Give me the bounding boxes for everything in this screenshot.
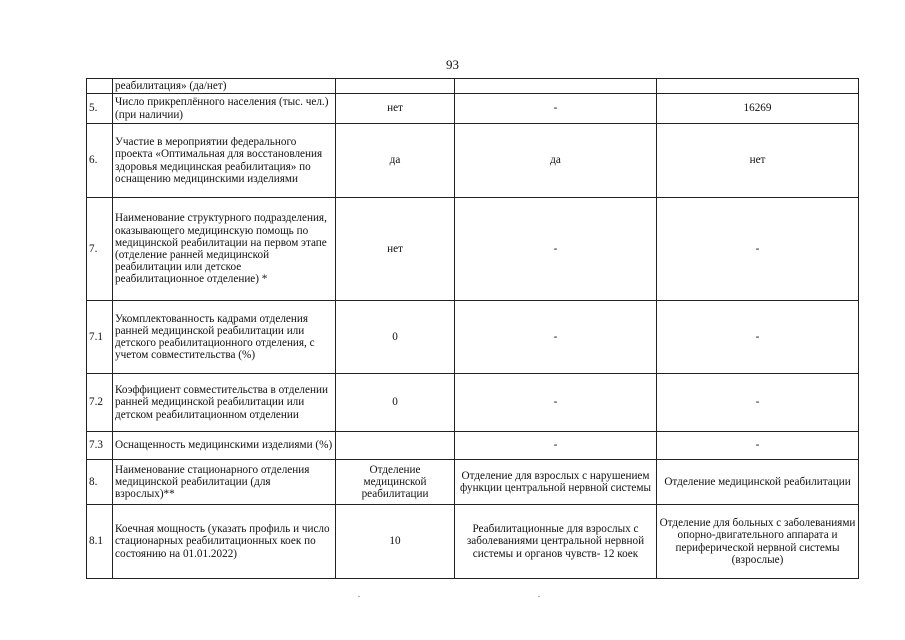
row-value-2: [455, 79, 657, 94]
row-value-2: Отделение для взрослых с нарушением функции центральной нервной системы: [455, 460, 657, 505]
row-value-3: -: [657, 198, 859, 301]
row-value-2: -: [455, 94, 657, 124]
table-row: [87, 505, 859, 579]
row-name: Укомплектованность кадрами отделения ранней медицинской реабилитации или детского реабилитационного отделения, с учетом совместительства (%): [113, 301, 336, 374]
row-value-1: 10: [336, 505, 455, 579]
row-value-3: Отделение для больных с заболеваниями опорно-двигательного аппарата и периферической нервной системы (взрослые): [657, 505, 859, 579]
row-value-2: -: [455, 432, 657, 460]
row-name: Коечная мощность (указать профиль и число стационарных реабилитационных коек по состоянию на 01.01.2022): [113, 505, 336, 579]
row-number: 8.1: [87, 505, 113, 579]
row-name: Оснащенность медицинскими изделиями (%): [113, 432, 336, 460]
row-value-1: [336, 79, 455, 94]
row-name: Коэффициент совместительства в отделении ранней медицинской реабилитации или детском реабилитационном отделении: [113, 374, 336, 432]
row-value-1: 0: [336, 301, 455, 374]
row-value-2: да: [455, 124, 657, 198]
row-number: 7.1: [87, 301, 113, 374]
row-value-2: -: [455, 198, 657, 301]
row-number: 8.: [87, 460, 113, 505]
rehabilitation-table: [86, 78, 859, 579]
row-value-2: Реабилитационные для взрослых с заболеваниями центральной нервной системы и органов чувств- 12 коек: [455, 505, 657, 579]
row-value-1: нет: [336, 198, 455, 301]
row-value-1: [336, 432, 455, 460]
row-value-3: [657, 79, 859, 94]
table-row: [87, 432, 859, 460]
row-value-1: да: [336, 124, 455, 198]
row-name: Число прикреплённого населения (тыс. чел.) (при наличии): [113, 94, 336, 124]
row-value-1: Отделение медицинской реабилитации: [336, 460, 455, 505]
row-name: Участие в мероприятии федерального проекта «Оптимальная для восстановления здоровья медицинская реабилитация» по оснащению медицинскими изделиями: [113, 124, 336, 198]
table-row: [87, 301, 859, 374]
row-number: 7.2: [87, 374, 113, 432]
row-value-2: -: [455, 374, 657, 432]
row-value-1: нет: [336, 94, 455, 124]
row-number: [87, 79, 113, 94]
row-value-2: -: [455, 301, 657, 374]
table-row: [87, 79, 859, 94]
table-row: [87, 460, 859, 505]
row-number: 7.3: [87, 432, 113, 460]
table-row: [87, 94, 859, 124]
row-name: Наименование стационарного отделения медицинской реабилитации (для взрослых)**: [113, 460, 336, 505]
row-name: Наименование структурного подразделения, оказывающего медицинскую помощь по медицинской реабилитации на первом этапе (отделение ранней медицинской реабилитации или детское реабилитационное отделение) *: [113, 198, 336, 301]
scan-speck: [358, 596, 360, 597]
row-value-3: -: [657, 301, 859, 374]
row-value-3: Отделение медицинской реабилитации: [657, 460, 859, 505]
table-row: [87, 198, 859, 301]
page-number: 93: [446, 57, 459, 72]
row-number: 5.: [87, 94, 113, 124]
row-number: 6.: [87, 124, 113, 198]
row-name: реабилитация» (да/нет): [113, 79, 336, 94]
row-value-3: нет: [657, 124, 859, 198]
table-row: [87, 124, 859, 198]
row-value-3: -: [657, 374, 859, 432]
row-number: 7.: [87, 198, 113, 301]
table-row: [87, 374, 859, 432]
row-value-1: 0: [336, 374, 455, 432]
scan-speck: [538, 596, 540, 597]
row-value-3: -: [657, 432, 859, 460]
row-value-3: 16269: [657, 94, 859, 124]
